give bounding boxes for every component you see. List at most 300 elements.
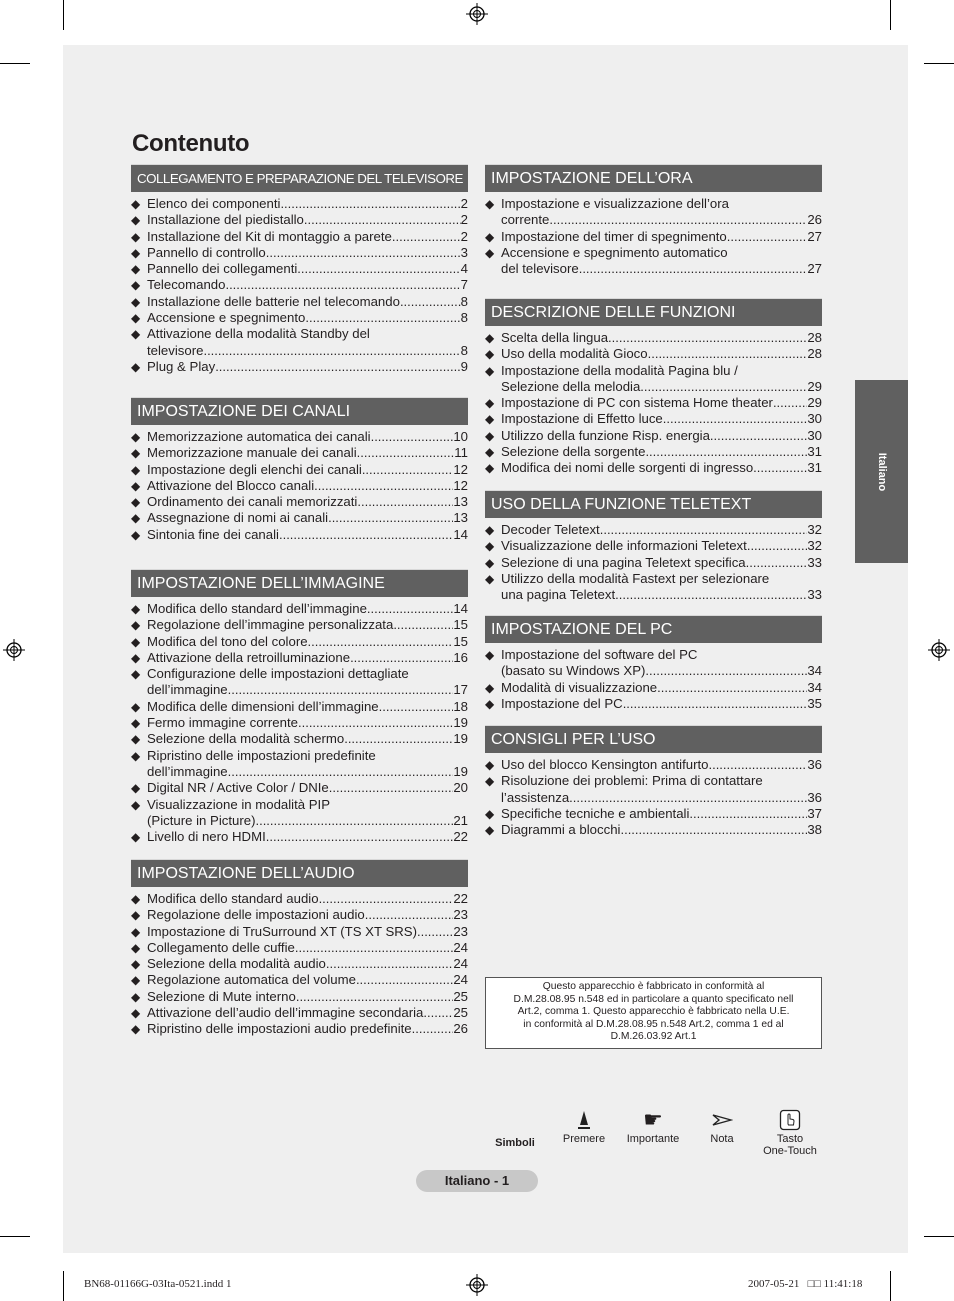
toc-entry-title-line: ◆ Impostazione del software del PC [501, 647, 698, 662]
toc-entry-row [147, 245, 468, 261]
toc-entry-row [501, 460, 822, 476]
toc-list [485, 522, 822, 603]
toc-entry-title: ◆ Telecomando [147, 277, 226, 293]
toc-entry-title: ◆ Fermo immagine corrente [147, 715, 298, 731]
toc-entry-row [147, 813, 468, 829]
toc-list [485, 757, 822, 838]
toc-entry-page: 19 [453, 715, 468, 731]
toc-entry[interactable] [485, 680, 822, 696]
toc-list [131, 601, 468, 845]
toc-entry-row [147, 478, 468, 494]
toc-entry[interactable] [485, 428, 822, 444]
toc-entry[interactable] [131, 907, 468, 923]
toc-entry[interactable] [131, 462, 468, 478]
toc-entry-title: ◆ Diagrammi a blocchi [501, 822, 621, 838]
toc-entry-title: ◆ Utilizzo della funzione Risp. energia [501, 427, 710, 443]
toc-entry-title: ◆ Impostazione di TruSurround XT (TS XT SRS) [147, 923, 417, 939]
toc-entry[interactable] [485, 411, 822, 427]
toc-entry-title: (Picture in Picture) [147, 812, 256, 828]
toc-entry[interactable] [485, 647, 822, 680]
toc-entry-page: 36 [807, 789, 822, 805]
crop-mark [890, 1271, 891, 1301]
toc-entry-row [501, 428, 822, 444]
dot-leader [393, 617, 453, 633]
toc-entry-title: ◆ Installazione del piedistallo [147, 212, 304, 228]
toc-entry-page: 22 [453, 829, 468, 845]
toc-entry-row [501, 555, 822, 571]
toc-entry-row [147, 715, 468, 731]
section-header: DESCRIZIONE DELLE FUNZIONI [485, 298, 822, 326]
toc-entry[interactable] [485, 696, 822, 712]
toc-entry-row [147, 940, 468, 956]
toc-entry-row [501, 261, 822, 277]
toc-entry[interactable] [485, 571, 822, 604]
toc-entry-page: 19 [453, 763, 468, 779]
dot-leader [640, 379, 807, 395]
toc-entry[interactable] [131, 617, 468, 633]
toc-entry-title: ◆ Selezione della modalità audio [147, 956, 326, 972]
dot-leader [266, 829, 454, 845]
toc-entry[interactable] [131, 650, 468, 666]
toc-entry-page: 13 [453, 494, 468, 510]
registration-mark-icon [3, 639, 25, 661]
toc-entry-page: 27 [807, 228, 822, 244]
toc-entry[interactable] [131, 510, 468, 526]
toc-entry-page: 4 [460, 261, 468, 277]
toc-entry[interactable] [131, 277, 468, 293]
toc-entry[interactable] [485, 757, 822, 773]
dot-leader [295, 940, 453, 956]
toc-entry-page: 22 [453, 891, 468, 906]
toc-entry-page: 37 [807, 805, 822, 821]
toc-list [485, 196, 822, 277]
dot-leader [279, 527, 453, 543]
toc-entry[interactable] [131, 972, 468, 988]
toc-entry-row [147, 527, 468, 543]
toc-entry-title: ◆ Modifica dello standard audio [147, 891, 319, 906]
toc-entry-page: 25 [453, 1005, 468, 1021]
crop-mark [63, 1271, 64, 1301]
toc-entry[interactable] [485, 806, 822, 822]
dot-leader [215, 359, 460, 375]
toc-entry-row [501, 538, 822, 554]
toc-entry-title: corrente [501, 212, 550, 228]
toc-entry[interactable] [485, 229, 822, 245]
toc-entry-page: 31 [807, 460, 822, 476]
toc-entry-page: 23 [453, 923, 468, 939]
toc-entry[interactable] [131, 310, 468, 326]
dot-leader [689, 806, 807, 822]
toc-entry[interactable] [131, 634, 468, 650]
dot-leader [298, 715, 453, 731]
toc-entry-page: 16 [453, 649, 468, 665]
symbol-label: Importante [626, 1133, 680, 1145]
toc-entry-title: ◆ Attivazione della retroilluminazione [147, 649, 351, 665]
toc-entry-row [501, 444, 822, 460]
dot-leader [708, 757, 807, 773]
crop-mark [924, 63, 954, 64]
dot-leader [412, 1021, 454, 1037]
registration-mark-icon [928, 639, 950, 661]
toc-list [131, 196, 468, 375]
toc-entry-page: 10 [453, 429, 468, 444]
toc-entry-title: dell’immagine [147, 763, 228, 779]
notice-line: D.M.28.08.95 n.548 ed in particolare a quanto specificato nell [513, 993, 794, 1005]
toc-entry-page: 27 [807, 261, 822, 277]
toc-entry-page: 30 [807, 427, 822, 443]
toc-entry[interactable] [131, 956, 468, 972]
dot-leader [615, 587, 807, 603]
section-collegamento [131, 164, 468, 375]
toc-entry-row [501, 346, 822, 362]
toc-entry-title: dell’immagine [147, 682, 228, 698]
dot-leader [663, 411, 808, 427]
toc-entry[interactable] [485, 395, 822, 411]
dot-leader [228, 764, 454, 780]
notice-line: D.M.26.03.92 Art.1 [610, 1031, 697, 1043]
toc-entry-page: 25 [453, 988, 468, 1004]
toc-entry[interactable] [131, 294, 468, 310]
toc-entry[interactable] [131, 666, 468, 699]
toc-entry-row [147, 429, 468, 445]
toc-entry-title: ◆ Specifiche tecniche e ambientali [501, 805, 690, 821]
dot-leader [569, 790, 807, 806]
dot-leader [296, 989, 454, 1005]
toc-entry[interactable] [131, 601, 468, 617]
dot-leader [362, 462, 454, 478]
dot-leader [379, 699, 454, 715]
section-funzioni [485, 298, 822, 477]
toc-entry-title: ◆ Attivazione dell’audio dell’immagine secondaria [147, 1005, 424, 1021]
toc-entry[interactable] [485, 196, 822, 229]
toc-entry-title: ◆ Attivazione del Blocco canali [147, 477, 315, 493]
toc-entry[interactable] [131, 212, 468, 228]
language-side-tab [855, 380, 908, 563]
toc-entry-row [147, 617, 468, 633]
toc-entry[interactable] [131, 261, 468, 277]
dot-leader [727, 229, 808, 245]
toc-entry[interactable] [485, 346, 822, 362]
toc-entry-title: ◆ Memorizzazione automatica dei canali [147, 429, 371, 444]
toc-entry-page: 34 [807, 679, 822, 695]
toc-entry-row [501, 587, 822, 603]
toc-entry-title: ◆ Decoder Teletext [501, 522, 600, 537]
toc-entry-title: ◆ Ripristino delle impostazioni audio predefinite [147, 1021, 412, 1037]
side-tab-label: Italiano [875, 452, 888, 491]
dot-leader [326, 956, 453, 972]
dot-leader [746, 555, 808, 571]
toc-entry-page: 33 [807, 587, 822, 603]
toc-entry-title: ◆ Digital NR / Active Color / DNIe [147, 780, 329, 796]
dot-leader [645, 663, 807, 679]
dot-leader [255, 813, 453, 829]
toc-entry[interactable] [131, 780, 468, 796]
toc-entry-page: 15 [453, 617, 468, 633]
toc-entry-row [501, 395, 822, 411]
toc-entry-title-line: ◆ Impostazione della modalità Pagina blu / [501, 362, 738, 378]
toc-entry-title: ◆ Collegamento delle cuffie [147, 939, 295, 955]
dot-leader [266, 245, 461, 261]
toc-entry[interactable] [485, 330, 822, 346]
toc-entry-row [147, 510, 468, 526]
toc-entry[interactable] [485, 538, 822, 554]
toc-entry-row [147, 310, 468, 326]
toc-entry-row [147, 261, 468, 277]
toc-entry[interactable] [131, 1005, 468, 1021]
dot-leader [350, 650, 453, 666]
toc-entry[interactable] [131, 829, 468, 845]
toc-entry[interactable] [131, 731, 468, 747]
toc-entry-title: ◆ Modifica del tono del colore [147, 633, 308, 649]
dot-leader [328, 510, 453, 526]
footer-file-info: BN68-01166G-03Ita-0521.indd 1 [84, 1278, 232, 1290]
toc-entry-row [501, 212, 822, 228]
footer-timestamp: 2007-05-21 □□ 11:41:18 [748, 1278, 863, 1290]
section-header: USO DELLA FUNZIONE TELETEXT [485, 490, 822, 518]
dot-leader [579, 261, 808, 277]
toc-entry-page: 32 [807, 538, 822, 554]
toc-entry[interactable] [485, 822, 822, 838]
toc-entry[interactable] [131, 940, 468, 956]
toc-entry-page: 28 [807, 330, 822, 345]
section-audio [131, 859, 468, 1038]
toc-entry-title: ◆ Impostazione di Effetto luce [501, 411, 663, 427]
section-teletext [485, 490, 822, 603]
dot-leader [314, 478, 453, 494]
symbol-label: Premere [562, 1133, 606, 1145]
toc-entry-row [147, 212, 468, 228]
toc-entry-row [147, 829, 468, 845]
dot-leader [608, 330, 807, 346]
toc-entry-title-line: ◆ Accensione e spegnimento automatico [501, 244, 728, 260]
dot-leader [710, 428, 807, 444]
toc-entry-row [147, 359, 468, 375]
crop-mark [0, 1236, 30, 1237]
symbol-label: Tasto One-Touch [763, 1133, 817, 1157]
toc-entry[interactable] [131, 359, 468, 375]
toc-entry-title: ◆ Modifica delle dimensioni dell’immagine [147, 698, 379, 714]
dot-leader [747, 538, 808, 554]
toc-entry[interactable] [131, 229, 468, 245]
toc-entry-row [501, 806, 822, 822]
dot-leader [203, 343, 460, 359]
toc-entry[interactable] [131, 478, 468, 494]
toc-entry-title-line: ◆ Configurazione delle impostazioni dettagliate [147, 666, 409, 682]
toc-list [131, 429, 468, 543]
toc-entry-row [147, 682, 468, 698]
toc-entry[interactable] [485, 460, 822, 476]
toc-entry-page: 20 [453, 780, 468, 796]
one-touch-icon [779, 1109, 801, 1131]
toc-entry-page: 28 [807, 346, 822, 362]
dot-leader [400, 294, 461, 310]
section-header: IMPOSTAZIONE DEL PC [485, 615, 822, 643]
toc-entry[interactable] [131, 326, 468, 359]
toc-entry-page: 34 [807, 663, 822, 679]
toc-entry[interactable] [485, 245, 822, 278]
toc-entry-page: 2 [460, 196, 468, 211]
toc-entry-title: ◆ Livello di nero HDMI [147, 829, 266, 845]
section-ora [485, 164, 822, 277]
toc-entry[interactable] [485, 363, 822, 396]
toc-entry-page: 24 [453, 956, 468, 972]
notice-line: Questo apparecchio è fabbricato in conformità al [542, 981, 765, 992]
toc-entry-page: 18 [453, 698, 468, 714]
toc-entry[interactable] [131, 924, 468, 940]
dot-leader [308, 634, 454, 650]
dot-leader [304, 212, 461, 228]
toc-entry-row [147, 650, 468, 666]
toc-entry-page: 12 [453, 477, 468, 493]
toc-entry-page: 36 [807, 757, 822, 772]
toc-entry[interactable] [131, 699, 468, 715]
symbol-one-touch [750, 1107, 830, 1157]
dot-leader [600, 522, 808, 538]
toc-entry-page: 24 [453, 939, 468, 955]
toc-entry-title-line: ◆ Ripristino delle impostazioni predefinite [147, 747, 376, 763]
toc-entry-title-line: ◆ Attivazione della modalità Standby del [147, 326, 370, 342]
toc-entry-page: 3 [460, 244, 468, 260]
toc-entry-page: 30 [807, 411, 822, 427]
toc-entry[interactable] [485, 773, 822, 806]
toc-list [485, 330, 822, 477]
toc-entry[interactable] [131, 989, 468, 1005]
dot-leader [329, 780, 454, 796]
toc-entry[interactable] [131, 245, 468, 261]
toc-entry[interactable] [131, 797, 468, 830]
toc-entry[interactable] [131, 715, 468, 731]
toc-entry-title: ◆ Regolazione delle impostazioni audio [147, 907, 365, 923]
toc-entry-page: 15 [453, 633, 468, 649]
toc-entry-row [147, 924, 468, 940]
toc-entry-page: 8 [460, 310, 468, 326]
dot-leader [392, 229, 461, 245]
toc-entry-title-line: ◆ Risoluzione dei problemi: Prima di contattare [501, 773, 763, 789]
toc-entry-row [501, 696, 822, 712]
symbols-label: Simboli [495, 1137, 535, 1149]
toc-entry-row [147, 196, 468, 212]
toc-entry-row [147, 764, 468, 780]
toc-entry-row [147, 972, 468, 988]
toc-entry-title: ◆ Pannello di controllo [147, 244, 266, 260]
toc-entry-row [147, 343, 468, 359]
toc-entry-row [501, 663, 822, 679]
toc-list [131, 891, 468, 1038]
toc-entry-row [147, 780, 468, 796]
toc-entry-title: ◆ Plug & Play [147, 358, 216, 374]
toc-entry-page: 26 [453, 1021, 468, 1037]
toc-entry-title: ◆ Impostazione del timer di spegnimento [501, 228, 727, 244]
dot-leader [357, 445, 455, 461]
toc-entry-row [147, 699, 468, 715]
toc-entry[interactable] [131, 445, 468, 461]
crop-mark [63, 0, 64, 30]
important-icon: ☛ [643, 1107, 663, 1132]
toc-entry[interactable] [131, 748, 468, 781]
toc-entry[interactable] [131, 1021, 468, 1037]
toc-entry-title: ◆ Installazione del Kit di montaggio a parete [147, 228, 392, 244]
section-canali [131, 397, 468, 543]
toc-entry-title: ◆ Impostazione di PC con sistema Home theater [501, 395, 773, 411]
dot-leader [297, 261, 460, 277]
notice-line: Art.2, comma 1. Questo apparecchio è fabbricato nella U.E. [517, 1006, 790, 1018]
toc-entry[interactable] [131, 891, 468, 907]
section-consigli [485, 725, 822, 838]
toc-list [485, 647, 822, 712]
toc-entry[interactable] [485, 444, 822, 460]
dot-leader [753, 460, 807, 476]
toc-entry-page: 8 [460, 293, 468, 309]
toc-entry[interactable] [485, 555, 822, 571]
crop-mark [890, 0, 891, 30]
toc-entry-title: ◆ Accensione e spegnimento [147, 310, 306, 326]
toc-entry-page: 7 [460, 277, 468, 293]
toc-entry-title: ◆ Pannello dei collegamenti [147, 261, 298, 277]
toc-entry-row [501, 330, 822, 346]
dot-leader [645, 444, 807, 460]
toc-entry-title-line: ◆ Utilizzo della modalità Fastext per selezionare [501, 570, 770, 586]
toc-entry-row [501, 522, 822, 538]
dot-leader [648, 346, 808, 362]
section-header: IMPOSTAZIONE DELL’AUDIO [131, 859, 468, 887]
toc-entry-title: ◆ Selezione della modalità schermo [147, 731, 345, 747]
dot-leader [228, 682, 454, 698]
dot-leader [620, 822, 807, 838]
toc-entry-title: (basato su Windows XP) [501, 663, 646, 679]
toc-entry-page: 24 [453, 972, 468, 988]
toc-entry-title: ◆ Modalità di visualizzazione [501, 679, 658, 695]
dot-leader [280, 196, 460, 212]
toc-entry-title: televisore [147, 342, 204, 358]
dot-leader [423, 1005, 453, 1021]
toc-entry-title: ◆ Modifica dei nomi delle sorgenti di ingresso [501, 460, 754, 476]
toc-entry-row [147, 601, 468, 617]
toc-entry-title-line: ◆ Visualizzazione in modalità PIP [147, 796, 331, 812]
toc-entry-row [147, 294, 468, 310]
toc-entry[interactable] [131, 527, 468, 543]
toc-entry-page: 2 [460, 228, 468, 244]
toc-entry-title: ◆ Assegnazione di nomi ai canali [147, 510, 329, 526]
symbol-label: Nota [710, 1133, 734, 1145]
symbol-press [544, 1107, 624, 1145]
toc-entry[interactable] [485, 522, 822, 538]
toc-entry-title: una pagina Teletext [501, 587, 616, 603]
toc-entry-page: 23 [453, 907, 468, 923]
toc-entry[interactable] [131, 196, 468, 212]
toc-entry[interactable] [131, 494, 468, 510]
toc-entry-title: ◆ Installazione delle batterie nel telecomando [147, 293, 400, 309]
toc-entry-page: 26 [807, 212, 822, 228]
toc-entry-title-line: ◆ Impostazione e visualizzazione dell’ora [501, 196, 729, 211]
toc-entry-title: l’assistenza [501, 789, 570, 805]
toc-entry-page: 32 [807, 522, 822, 537]
toc-entry-page: 21 [453, 812, 468, 828]
toc-entry-row [147, 277, 468, 293]
section-header: IMPOSTAZIONE DELL’IMMAGINE [131, 569, 468, 597]
toc-entry[interactable] [131, 429, 468, 445]
toc-entry-page: 11 [454, 445, 468, 461]
section-header: IMPOSTAZIONE DEI CANALI [131, 397, 468, 425]
toc-entry-row [501, 757, 822, 773]
dot-leader [367, 601, 453, 617]
dot-leader [356, 972, 453, 988]
toc-entry-row [501, 790, 822, 806]
dot-leader [225, 277, 460, 293]
toc-entry-row [147, 956, 468, 972]
toc-entry-row [147, 1005, 468, 1021]
toc-entry-row [147, 634, 468, 650]
section-pc [485, 615, 822, 712]
